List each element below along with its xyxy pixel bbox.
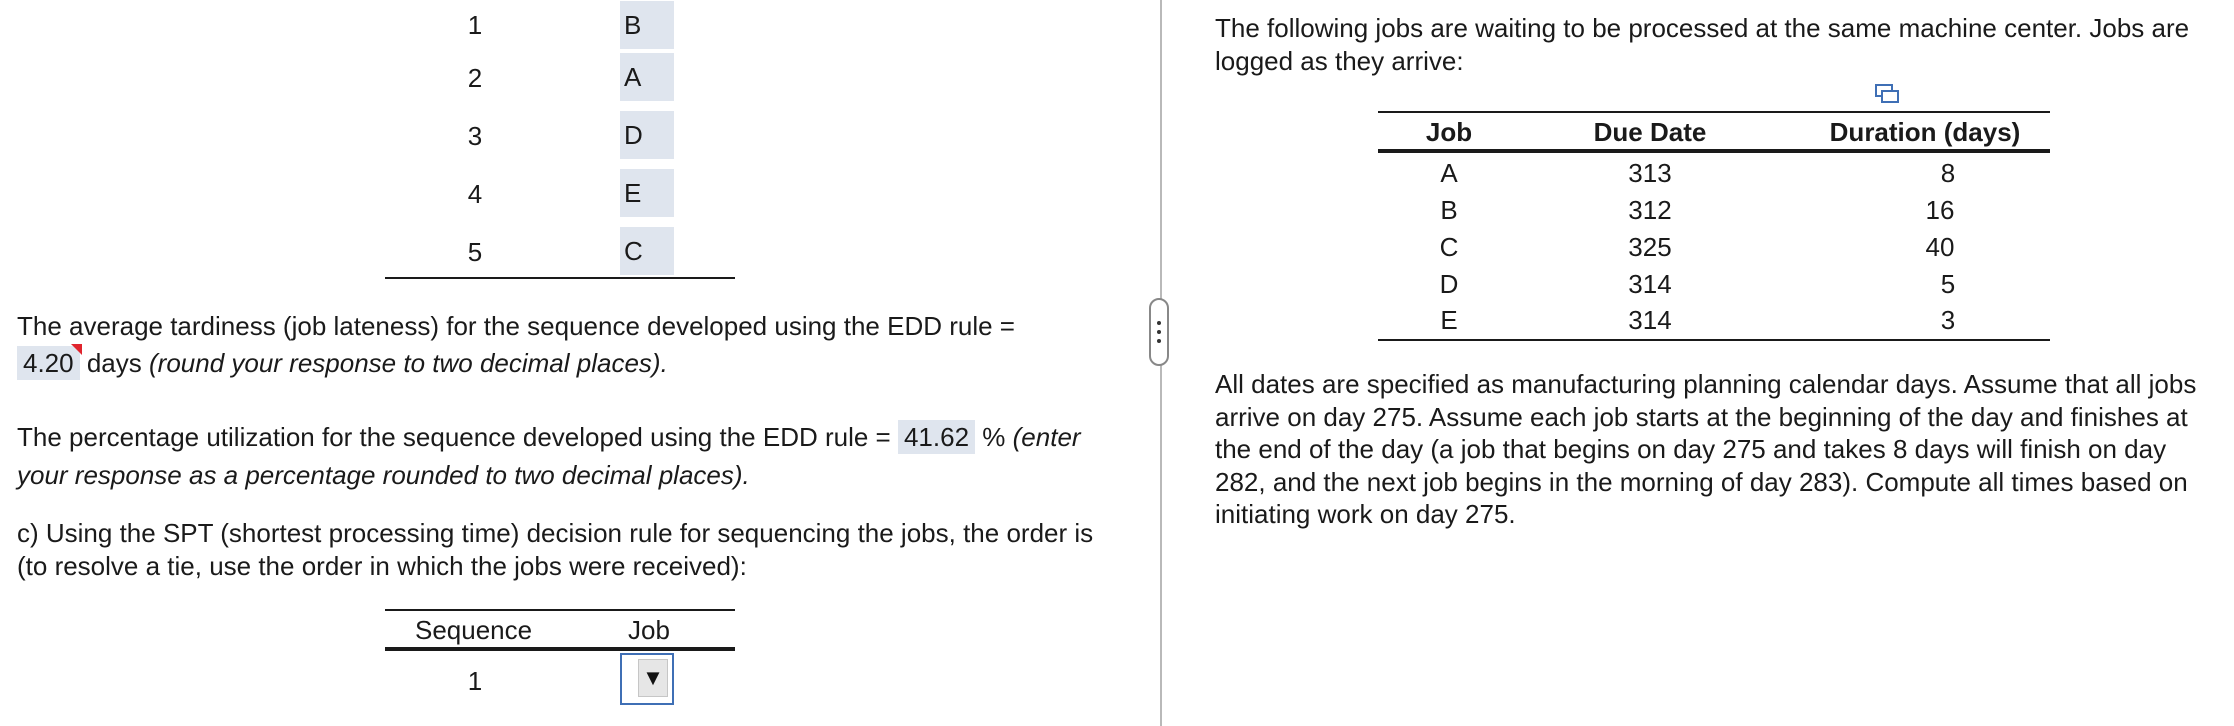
sequence-job-answer[interactable]: E: [620, 169, 674, 217]
sequence-job-answer[interactable]: B: [620, 1, 674, 49]
sequence-job-answer[interactable]: D: [620, 111, 674, 159]
table-top-rule: [1378, 111, 2050, 113]
cell-due-date: 312: [1628, 195, 1672, 225]
sequence-job-answer[interactable]: A: [620, 53, 674, 101]
cell-duration: 5: [1940, 269, 1956, 299]
cell-duration: 8: [1940, 158, 1956, 188]
problem-notes: All dates are specified as manufacturing planning calendar days. Assume that all jobs arrive on day 275. Assume each job starts at the beginning of the day and finishes at the end of the day (a job that begins on day 275 and takes 8 days will finish on day 282, and the next job begins in the morning of day 283). Compute all times based on initiating work on day 275.: [1215, 369, 2197, 529]
incorrect-flag-icon: [71, 344, 82, 355]
problem-intro: The following jobs are waiting to be processed at the same machine center. Jobs are logged as they arrive:: [1215, 13, 2190, 76]
cell-job: E: [1440, 305, 1458, 335]
cell-duration: 16: [1925, 195, 1955, 225]
sequence-number: 5: [467, 237, 483, 267]
sequence-number: 1: [467, 10, 483, 40]
cell-due-date: 314: [1628, 269, 1672, 299]
cell-job: B: [1440, 195, 1458, 225]
column-header-due-date: Due Date: [1593, 117, 1707, 147]
chevron-down-icon[interactable]: ▼: [638, 659, 668, 697]
column-header-job: Job: [1425, 117, 1473, 147]
sequence-job-answer[interactable]: C: [620, 227, 674, 275]
utilization-question: [17, 418, 1117, 494]
utilization-answer-field[interactable]: [898, 420, 975, 454]
tardiness-question: [17, 310, 1137, 380]
right-pane: [1165, 0, 2234, 726]
column-header-duration: Duration (days): [1829, 117, 2021, 147]
column-header-job: Job: [628, 615, 670, 645]
spt-question: c) Using the SPT (shortest processing time) decision rule for sequencing the jobs, the order is (to resolve a tie, use the order in which the jobs were received):: [17, 518, 1094, 581]
tardiness-unit: days: [86, 348, 142, 378]
sequence-number: 3: [467, 121, 483, 151]
utilization-prompt: The percentage utilization for the sequence developed using the EDD rule =: [17, 422, 891, 452]
cell-duration: 3: [1940, 305, 1956, 335]
header-rule: [385, 647, 735, 651]
tardiness-answer-field[interactable]: [17, 346, 80, 380]
copy-icon[interactable]: [1874, 83, 1900, 105]
job-select-dropdown[interactable]: [620, 653, 674, 705]
cell-due-date: 325: [1628, 232, 1672, 262]
cell-due-date: 314: [1628, 305, 1672, 335]
table-bottom-rule: [1378, 339, 2050, 341]
table-bottom-rule: [385, 277, 735, 279]
cell-due-date: 313: [1628, 158, 1672, 188]
utilization-hint: (enter your response as a percentage rounded to two decimal places).: [17, 422, 1081, 490]
sequence-number: 1: [467, 666, 483, 696]
cell-job: D: [1439, 269, 1459, 299]
header-rule: [1378, 149, 2050, 153]
tardiness-prompt: The average tardiness (job lateness) for the sequence developed using the EDD rule =: [17, 311, 1015, 341]
utilization-answer-value: 41.62: [903, 422, 970, 452]
utilization-unit: %: [982, 422, 1006, 452]
cell-job: A: [1440, 158, 1458, 188]
cell-job: C: [1439, 232, 1459, 262]
cell-duration: 40: [1925, 232, 1955, 262]
table-top-rule: [385, 609, 735, 611]
column-header-sequence: Sequence: [415, 615, 533, 645]
tardiness-hint: (round your response to two decimal places).: [149, 348, 668, 378]
tardiness-answer-value: 4.20: [23, 348, 74, 378]
sequence-number: 4: [467, 179, 483, 209]
sequence-number: 2: [467, 63, 483, 93]
